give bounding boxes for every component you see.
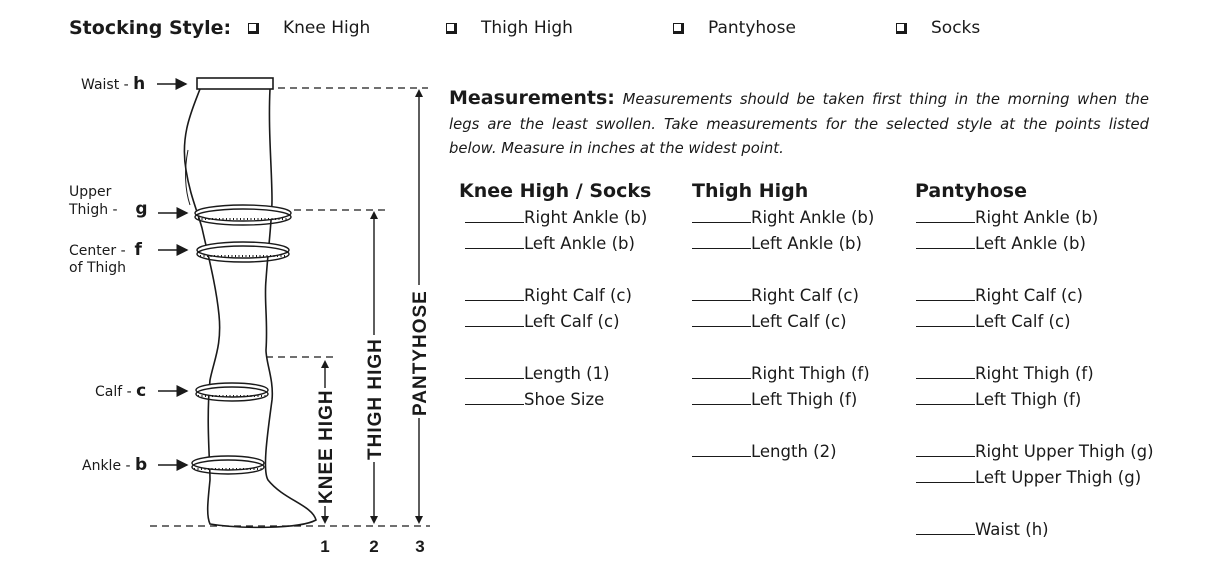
column-title: Thigh High: [692, 180, 809, 202]
measure-field[interactable]: Left Upper Thigh (g): [916, 466, 1141, 487]
label-upper-thigh: Upper Thigh - g: [69, 184, 148, 219]
length-number-3: 3: [415, 537, 425, 556]
blank-line: [916, 310, 975, 327]
measurements-intro: [449, 86, 1149, 162]
leg-diagram: [0, 0, 440, 562]
thigh-high-length-label: THIGH HIGH: [365, 338, 386, 460]
measure-field[interactable]: Right Calf (c): [692, 284, 859, 305]
measure-field[interactable]: Right Ankle (b): [692, 206, 874, 227]
measuring-bands: [192, 205, 291, 474]
blank-line: [692, 388, 751, 405]
measure-field[interactable]: Right Calf (c): [916, 284, 1083, 305]
pointer-arrows: [157, 84, 187, 465]
measure-field[interactable]: Left Calf (c): [916, 310, 1071, 331]
measure-field[interactable]: Right Thigh (f): [916, 362, 1094, 383]
measure-field[interactable]: Length (1): [465, 362, 610, 383]
blank-line: [692, 310, 751, 327]
blank-line: [916, 284, 975, 301]
checkbox-icon[interactable]: [673, 23, 684, 34]
band-calf: [196, 383, 268, 401]
measure-field[interactable]: Left Thigh (f): [692, 388, 857, 409]
measure-field[interactable]: Shoe Size: [465, 388, 604, 409]
pantyhose-length-label: PANTYHOSE: [410, 290, 431, 416]
band-ankle: [192, 456, 264, 474]
measure-field[interactable]: Left Calf (c): [465, 310, 620, 331]
measure-field[interactable]: Left Calf (c): [692, 310, 847, 331]
checkbox-icon[interactable]: [896, 23, 907, 34]
measure-field[interactable]: Waist (h): [916, 518, 1049, 539]
blank-line: [916, 440, 975, 457]
blank-line: [692, 362, 751, 379]
blank-line: [916, 518, 975, 535]
measure-field[interactable]: Right Ankle (b): [916, 206, 1098, 227]
measure-field[interactable]: Length (2): [692, 440, 837, 461]
option-label: Thigh High: [481, 18, 573, 38]
dashed-guides: [150, 88, 430, 526]
option-pantyhose[interactable]: [673, 18, 796, 38]
blank-line: [692, 206, 751, 223]
blank-line: [692, 284, 751, 301]
blank-line: [465, 206, 524, 223]
label-calf: Calf - c: [95, 381, 147, 401]
option-thigh-high[interactable]: [446, 18, 573, 38]
column-thigh-high: [692, 178, 875, 461]
stocking-style-title: Stocking Style:: [69, 17, 232, 39]
measure-field[interactable]: Right Thigh (f): [692, 362, 870, 383]
blank-line: [465, 388, 524, 405]
measure-field[interactable]: Right Calf (c): [465, 284, 632, 305]
measure-field[interactable]: Right Ankle (b): [465, 206, 647, 227]
length-number-2: 2: [369, 537, 379, 556]
knee-high-length-label: KNEE HIGH: [316, 389, 337, 504]
measure-field[interactable]: Right Upper Thigh (g): [916, 440, 1154, 461]
blank-line: [692, 232, 751, 249]
option-label: Pantyhose: [708, 18, 796, 38]
blank-line: [465, 362, 524, 379]
measurements-text: Measurements should be taken first thing in the morning when the legs are the least swollen. Take measurements for the selected style at the points listed below. Measure in inches at the widest point.: [449, 91, 1149, 157]
label-ankle: Ankle - b: [82, 455, 148, 475]
band-upper-thigh: [195, 205, 291, 225]
measure-field[interactable]: Left Ankle (b): [692, 232, 862, 253]
blank-line: [916, 232, 975, 249]
column-knee-high-socks: [459, 178, 652, 409]
label-waist: Waist - h: [81, 74, 146, 94]
blank-line: [916, 388, 975, 405]
blank-line: [465, 284, 524, 301]
blank-line: [465, 232, 524, 249]
column-pantyhose: [915, 178, 1154, 539]
measure-field[interactable]: Left Ankle (b): [465, 232, 635, 253]
length-number-1: 1: [320, 537, 330, 556]
blank-line: [916, 466, 975, 483]
blank-line: [692, 440, 751, 457]
blank-line: [916, 362, 975, 379]
option-label: Socks: [931, 18, 981, 38]
option-label: Knee High: [283, 18, 371, 38]
column-title: Knee High / Socks: [459, 180, 652, 202]
blank-line: [465, 310, 524, 327]
measure-field[interactable]: Left Thigh (f): [916, 388, 1081, 409]
measurements-heading: Measurements:: [449, 87, 615, 109]
label-center-thigh: Center - f of Thigh: [69, 240, 142, 276]
column-title: Pantyhose: [915, 180, 1028, 202]
checkbox-icon[interactable]: [446, 23, 457, 34]
blank-line: [916, 206, 975, 223]
option-socks[interactable]: [896, 18, 980, 38]
band-center-thigh: [197, 242, 289, 262]
measure-field[interactable]: Left Ankle (b): [916, 232, 1086, 253]
